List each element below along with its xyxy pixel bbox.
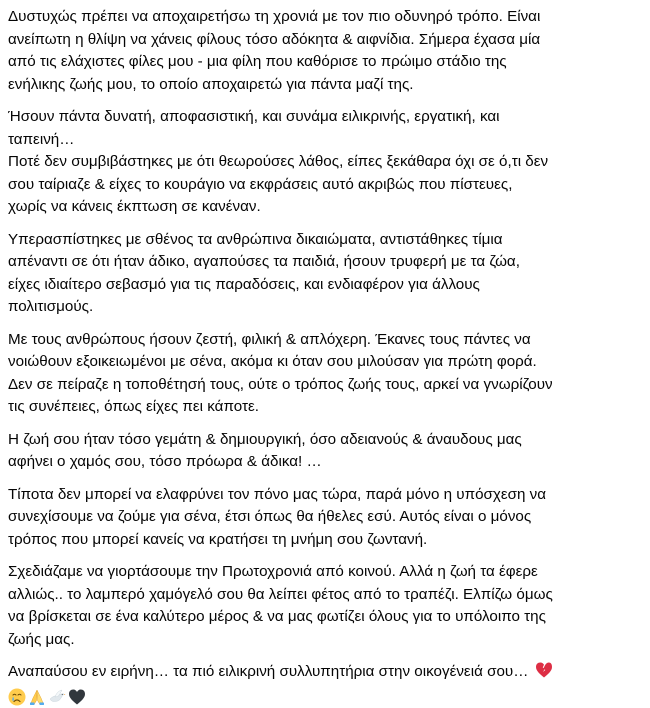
text-line: σου ταίριαζε & είχες το κουράγιο να εκφράσεις αυτό ακριβώς που πίστευες, [8, 175, 513, 193]
dove-icon [48, 688, 66, 706]
text-line: Ποτέ δεν συμβιβάστηκες με ότι θεωρούσες λάθος, είπες ξεκάθαρα όχι σε ό,τι δεν [8, 153, 549, 170]
text-line: Σχεδιάζαμε να γιορτάσουμε την Πρωτοχρονιά από κοινού. Αλλά η ζωή τα έφερε [8, 563, 538, 580]
text-line: Ήσουν πάντα δυνατή, αποφασιστική, και συνάμα ειλικρινής, εργατική, και [8, 108, 500, 125]
text-line: νοιώθουν εξοικειωμένοι με σένα, ακόμα κι όταν σου μιλούσαν για πρώτη φορά. [8, 353, 537, 370]
text-line: να βρίσκεται σε ένα καλύτερο μέρος & να μας φωτίζει όλους για το υπόλοιπο της [8, 608, 546, 625]
closing-text: Αναπαύσου εν ειρήνη… τα πιό ειλικρινή συλλυπητήρια στην οικογένειά σου… [8, 663, 529, 680]
paragraph-2 [8, 106, 642, 219]
text-line: ζωής μας. [8, 630, 75, 648]
text-line: Η ζωή σου ήταν τόσο γεμάτη & δημιουργική, όσο αδειανούς & άναυδους μας [8, 430, 522, 448]
text-line [8, 661, 642, 684]
text-line: αφήνει ο χαμός σου, τόσο πρόωρα & άδικα! … [8, 453, 322, 470]
text-line: συνεχίσουμε να ζούμε για σένα, έτσι όπως θα ήθελες εσύ. Αυτός είναι ο μόνος [8, 508, 532, 525]
text-line: ανείπωτη η θλίψη να χάνεις φίλους τόσο αδόκητα & αιφνίδια. Σήμερα έχασα μία [8, 30, 541, 48]
text-line: Υπερασπίστηκες με σθένος τα ανθρώπινα δικαιώματα, αντιστάθηκες τίμια [8, 230, 503, 248]
folded-hands-icon [28, 688, 46, 706]
text-line: Τίποτα δεν μπορεί να ελαφρύνει τον πόνο μας τώρα, παρά μόνο η υπόσχεση να [8, 485, 547, 503]
text-line: πολιτισμούς. [8, 298, 94, 315]
text-line: τρόπος που μπορεί κανείς να κρατήσει τη μνήμη σου ζωντανή. [8, 530, 428, 548]
black-heart-icon [68, 688, 86, 706]
text-line: τις συνέπειες, όπως είχες πει κάποτε. [8, 398, 259, 415]
paragraph-5 [8, 429, 642, 474]
paragraph-1 [8, 6, 642, 96]
text-line: απέναντι σε ότι ήταν άδικο, αγαπούσες τα παιδιά, ήσουν τρυφερή με τα ζώα, [8, 253, 520, 270]
text-line: ενήλικης ζωής μου, το οποίο αποχαιρετώ για πάντα μαζί της. [8, 75, 414, 93]
broken-heart-icon [535, 661, 553, 679]
text-line: ταπεινή… [8, 130, 75, 148]
text-line: είχες ιδιαίτερο σεβασμό για τις παραδόσεις, και ενδιαφέρον για άλλους [8, 275, 480, 293]
paragraph-8 [8, 661, 642, 684]
crying-face-icon [8, 688, 26, 706]
text-line: χωρίς να κάνεις έκπτωση σε κανέναν. [8, 198, 261, 215]
text-line: αλλιώς.. το λαμπερό χαμόγελό σου θα λείπει φέτος από το τραπέζι. Ελπίζω όμως [8, 585, 553, 603]
text-line: Με τους ανθρώπους ήσουν ζεστή, φιλική & απλόχερη. Έκανες τους πάντες να [8, 330, 531, 348]
text-line: Δυστυχώς πρέπει να αποχαιρετήσω τη χρονιά με τον πιο οδυνηρό τρόπο. Είναι [8, 8, 541, 25]
paragraph-3 [8, 229, 642, 319]
emoji-row [8, 686, 642, 708]
text-line: Δεν σε πείραζε η τοποθέτησή τους, ούτε ο τρόπος ζωής τους, αρκεί να γνωρίζουν [8, 375, 553, 393]
paragraph-4 [8, 329, 642, 419]
text-line: από τις ελάχιστες φίλες μου - μια φίλη που καθόρισε το πρώιμο στάδιο της [8, 53, 507, 70]
paragraph-6 [8, 484, 642, 552]
paragraph-7 [8, 561, 642, 651]
